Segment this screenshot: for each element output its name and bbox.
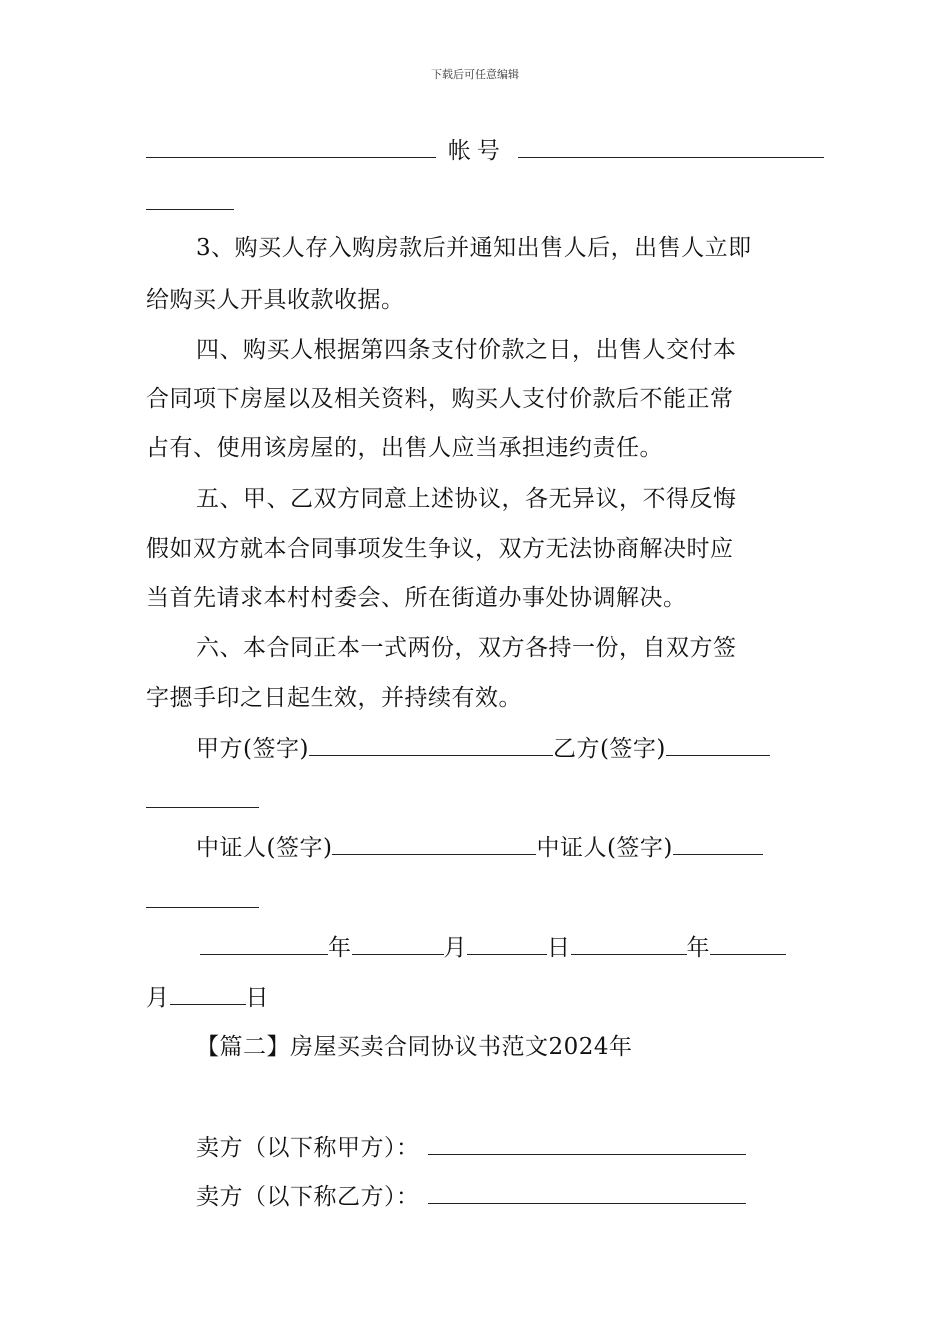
witness-2-label: 中证人(签字) [536, 835, 673, 861]
month-blank-2-pre [710, 932, 786, 955]
blank-line [146, 906, 259, 908]
seller-a-line [196, 1132, 746, 1163]
account-line [146, 135, 824, 166]
page-header-note: 下载后可任意编辑 [431, 68, 519, 81]
para-6-line-1: 六、本合同正本一式两份，双方各持一份，自双方签 [196, 635, 737, 661]
para-3-line-2: 给购买人开具收款收据。 [146, 287, 405, 313]
year-label: 年 [328, 935, 352, 961]
para-5-line-3: 当首先请求本村村委会、所在街道办事处协调解决。 [146, 585, 687, 611]
account-label: 帐号 [447, 138, 506, 164]
party-a-blank [309, 733, 553, 756]
para-3-line-1: 3、购买人存入购房款后并通知出售人后，出售人立即 [196, 235, 752, 261]
year-label-2: 年 [686, 935, 710, 961]
para-4-line-1: 四、购买人根据第四条支付价款之日，出售人交付本 [196, 337, 737, 363]
party-a-label: 甲方(签字) [196, 736, 309, 762]
seller-b-blank [428, 1181, 746, 1204]
day-label: 日 [547, 935, 571, 961]
para-4-line-3: 占有、使用该房屋的，出售人应当承担违约责任。 [146, 435, 663, 461]
year-blank-2 [571, 932, 687, 955]
section-2-title: 【篇二】房屋买卖合同协议书范文2024年 [196, 1034, 633, 1060]
party-b-label: 乙方(签字) [552, 736, 666, 762]
witness-1-label: 中证人(签字) [196, 835, 333, 861]
para-6-line-2: 字摁手印之日起生效，并持续有效。 [146, 685, 522, 711]
day-blank-2 [170, 982, 246, 1005]
blank-line [146, 806, 259, 808]
witness-2-blank [673, 832, 763, 855]
year-blank [200, 932, 328, 955]
blank-line [146, 135, 436, 158]
witness-1-blank [332, 832, 536, 855]
date-line-1 [200, 932, 786, 963]
day-blank [467, 932, 547, 955]
party-b-blank [666, 733, 770, 756]
para-5-line-1: 五、甲、乙双方同意上述协议，各无异议，不得反悔 [196, 486, 737, 512]
month-blank [352, 932, 444, 955]
para-5-line-2: 假如双方就本合同事项发生争议，双方无法协商解决时应 [146, 536, 734, 562]
seller-b-line [196, 1181, 746, 1212]
para-4-line-2: 合同项下房屋以及相关资料，购买人支付价款后不能正常 [146, 386, 734, 412]
date-line-2 [146, 982, 269, 1013]
blank-line [518, 135, 824, 158]
signature-line-witnesses [196, 832, 763, 863]
seller-a-blank [428, 1132, 746, 1155]
blank-line [146, 208, 234, 210]
signature-line-parties [196, 733, 770, 764]
seller-a-label: 卖方（以下称甲方）： [196, 1135, 420, 1161]
seller-b-label: 卖方（以下称乙方）： [196, 1184, 420, 1210]
day-label-2: 日 [245, 985, 269, 1011]
month-label: 月 [443, 935, 467, 961]
month-label-2: 月 [146, 985, 170, 1011]
